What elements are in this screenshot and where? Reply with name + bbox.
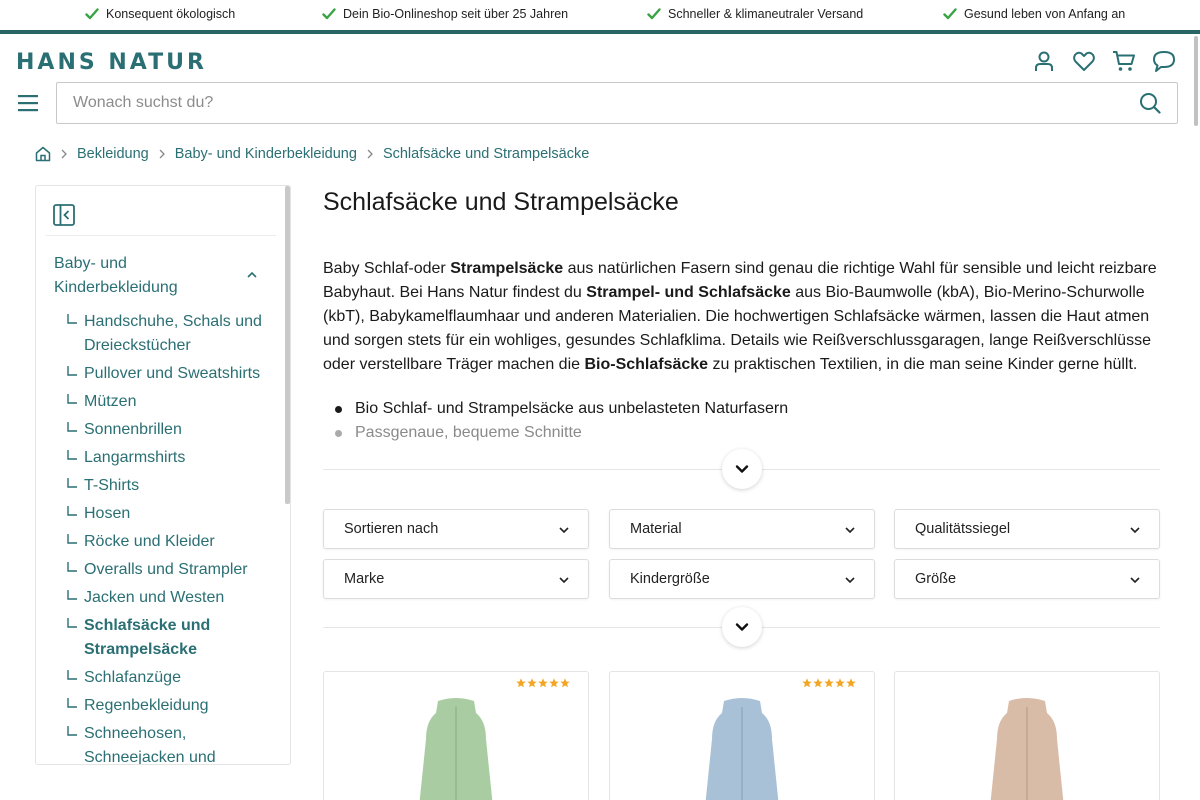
check-icon <box>322 7 336 21</box>
filter-label: Kindergröße <box>630 571 710 587</box>
usp-text: Konsequent ökologisch <box>106 7 236 21</box>
sidebar-item[interactable] <box>66 694 266 718</box>
intro-text-bold: Bio-Schlafsäcke <box>584 356 709 373</box>
sidebar-item[interactable] <box>66 362 266 386</box>
usp-text: Dein Bio-Onlineshop seit über 25 Jahren <box>343 7 569 21</box>
sidebar-item[interactable] <box>66 722 266 765</box>
star-icon <box>527 678 537 688</box>
subitem-icon <box>66 505 78 517</box>
sidebar-item[interactable] <box>66 310 266 358</box>
cart-icon[interactable] <box>1112 49 1136 73</box>
star-icon <box>824 678 834 688</box>
sidebar-item[interactable] <box>66 666 266 690</box>
chevron-down-icon <box>844 574 856 586</box>
breadcrumb-current[interactable]: Schlafsäcke und Strampelsäcke <box>382 146 590 162</box>
product-card[interactable] <box>894 671 1160 800</box>
chevron-down-icon <box>558 574 570 586</box>
sidebar-item[interactable] <box>66 558 266 582</box>
search-icon[interactable] <box>1139 92 1161 114</box>
sidebar-collapse-icon[interactable] <box>53 204 75 226</box>
star-icon <box>846 678 856 688</box>
subitem-icon <box>66 617 78 629</box>
breadcrumb-link[interactable]: Baby- und Kinderbekleidung <box>174 146 357 162</box>
sidebar-item[interactable] <box>66 418 266 442</box>
sidebar-item-label: Röcke und Kleider <box>84 533 215 550</box>
breadcrumb-link[interactable]: Bekleidung <box>77 146 149 162</box>
star-icon <box>560 678 570 688</box>
sidebar-scrollbar[interactable] <box>285 186 290 504</box>
filter-label: Sortieren nach <box>344 521 439 537</box>
chevron-down-icon <box>735 462 749 476</box>
search-box <box>56 82 1178 124</box>
subitem-icon <box>66 697 78 709</box>
expand-filters-button[interactable] <box>722 607 762 647</box>
usp-item <box>647 7 863 21</box>
sidebar-divider <box>46 235 276 236</box>
star-icon <box>549 678 559 688</box>
subitem-icon <box>66 365 78 377</box>
heart-icon[interactable] <box>1072 49 1096 73</box>
subitem-icon <box>66 393 78 405</box>
sidebar-item-label: Schneehosen, Schneejacken und <box>84 725 216 765</box>
sidebar-parent-category[interactable]: Baby- und Kinderbekleidung <box>54 255 178 296</box>
check-icon <box>85 7 99 21</box>
star-icon <box>813 678 823 688</box>
filter-size[interactable] <box>894 559 1160 599</box>
sidebar-item-label: Regenbekleidung <box>84 697 209 714</box>
expand-text-button[interactable] <box>722 449 762 489</box>
filter-label: Größe <box>915 571 957 587</box>
logo[interactable]: HANS NATUR <box>16 50 207 75</box>
rating-stars <box>802 678 856 688</box>
usp-bar <box>0 0 1200 30</box>
sidebar-item-label: Jacken und Westen <box>84 589 225 606</box>
chevron-down-icon <box>1129 574 1141 586</box>
product-image <box>406 697 506 800</box>
intro-text-bold: Strampel- und Schlafsäcke <box>586 284 791 301</box>
sidebar-item[interactable] <box>66 586 266 610</box>
product-card[interactable] <box>323 671 589 800</box>
star-icon <box>835 678 845 688</box>
chevron-down-icon <box>558 524 570 536</box>
filter-quality-seal[interactable] <box>894 509 1160 549</box>
subitem-icon <box>66 669 78 681</box>
filter-label: Material <box>630 521 682 537</box>
filter-label: Marke <box>344 571 385 587</box>
subitem-icon <box>66 533 78 545</box>
list-item: Passgenaue, bequeme Schnitte <box>323 421 1163 445</box>
sidebar-item-label: Handschuhe, Schals und Dreieckstücher <box>84 313 262 354</box>
subitem-icon <box>66 725 78 737</box>
sidebar-item[interactable] <box>66 446 266 470</box>
usp-item <box>322 7 568 21</box>
usp-item <box>85 7 235 21</box>
filter-brand[interactable] <box>323 559 589 599</box>
usp-text: Schneller & klimaneutraler Versand <box>668 7 864 21</box>
intro-text <box>323 257 1163 377</box>
page-scrollbar[interactable] <box>1194 36 1198 126</box>
sidebar-item[interactable] <box>66 390 266 414</box>
usp-text: Gesund leben von Anfang an <box>964 7 1126 21</box>
header-icons <box>1032 49 1176 73</box>
check-icon <box>647 7 661 21</box>
subitem-icon <box>66 449 78 461</box>
sidebar-item[interactable] <box>66 530 266 554</box>
user-icon[interactable] <box>1032 49 1056 73</box>
sidebar-item-label: Overalls und Strampler <box>84 561 248 578</box>
subitem-icon <box>66 313 78 325</box>
chevron-down-icon <box>844 524 856 536</box>
feature-list <box>323 397 1163 445</box>
chevron-down-icon <box>735 620 749 634</box>
intro-text-part: aus Bio-Baumwolle (kbA), Bio-Merino-Schurwolle (kbT), Babykamelflaumhaar und anderen Materialien. Die hochwertigen Schlafsäcke wärmen, lassen die Haut atmen und sorgen stets für ein wohliges, gesundes Schlafklima. Details wie Reißverschlussgaragen, lange Reißverschlüsse oder verstellbare Träger machen die <box>323 284 1151 373</box>
category-sidebar <box>35 185 291 765</box>
menu-icon[interactable] <box>18 93 40 113</box>
search-input[interactable] <box>73 83 1113 123</box>
star-icon <box>538 678 548 688</box>
rating-stars <box>516 678 570 688</box>
filter-sort[interactable] <box>323 509 589 549</box>
home-icon[interactable] <box>35 146 51 162</box>
sidebar-item-label: Sonnenbrillen <box>84 421 182 438</box>
intro-text-bold: Strampelsäcke <box>450 260 564 277</box>
subitem-icon <box>66 421 78 433</box>
sidebar-item-label: Pullover und Sweatshirts <box>84 365 261 382</box>
filter-label: Qualitätssiegel <box>915 521 1011 537</box>
breadcrumb <box>35 146 589 162</box>
intro-text-part: Baby Schlaf-oder <box>323 260 451 277</box>
product-card[interactable] <box>609 671 875 800</box>
chevron-up-icon[interactable] <box>246 269 258 281</box>
sidebar-item-label: Hosen <box>84 505 131 522</box>
usp-item <box>943 7 1125 21</box>
sidebar-item[interactable] <box>66 474 266 498</box>
chevron-right-icon <box>365 149 375 159</box>
check-icon <box>943 7 957 21</box>
sidebar-item-label: Schlafsäcke und Strampelsäcke <box>84 617 211 658</box>
list-item: Bio Schlaf- und Strampelsäcke aus unbelasteten Naturfasern <box>323 397 1163 421</box>
chevron-down-icon <box>1129 524 1141 536</box>
subitem-icon <box>66 589 78 601</box>
product-image <box>692 697 792 800</box>
page-title: Schlafsäcke und Strampelsäcke <box>323 188 679 216</box>
filter-material[interactable] <box>609 509 875 549</box>
chat-icon[interactable] <box>1152 49 1176 73</box>
star-icon <box>516 678 526 688</box>
sidebar-item[interactable] <box>66 502 266 526</box>
product-image <box>977 697 1077 800</box>
header-divider <box>0 30 1200 34</box>
sidebar-item-label: Schlafanzüge <box>84 669 181 686</box>
chevron-right-icon <box>157 149 167 159</box>
chevron-right-icon <box>59 149 69 159</box>
subitem-icon <box>66 561 78 573</box>
sidebar-item-label: T-Shirts <box>84 477 140 494</box>
sidebar-item-label: Mützen <box>84 393 137 410</box>
star-icon <box>802 678 812 688</box>
subitem-icon <box>66 477 78 489</box>
intro-text-part: aus natürlichen Fasern sind genau die richtige Wahl für sensible und leicht reizbare Babyhaut. Bei Hans Natur findest du <box>323 260 1157 301</box>
sidebar-item-label: Langarmshirts <box>84 449 186 466</box>
filter-child-size[interactable] <box>609 559 875 599</box>
sidebar-item-active[interactable] <box>66 614 266 662</box>
intro-text-part: zu praktischen Textilien, in die man seine Kinder gerne hüllt. <box>708 356 1138 373</box>
